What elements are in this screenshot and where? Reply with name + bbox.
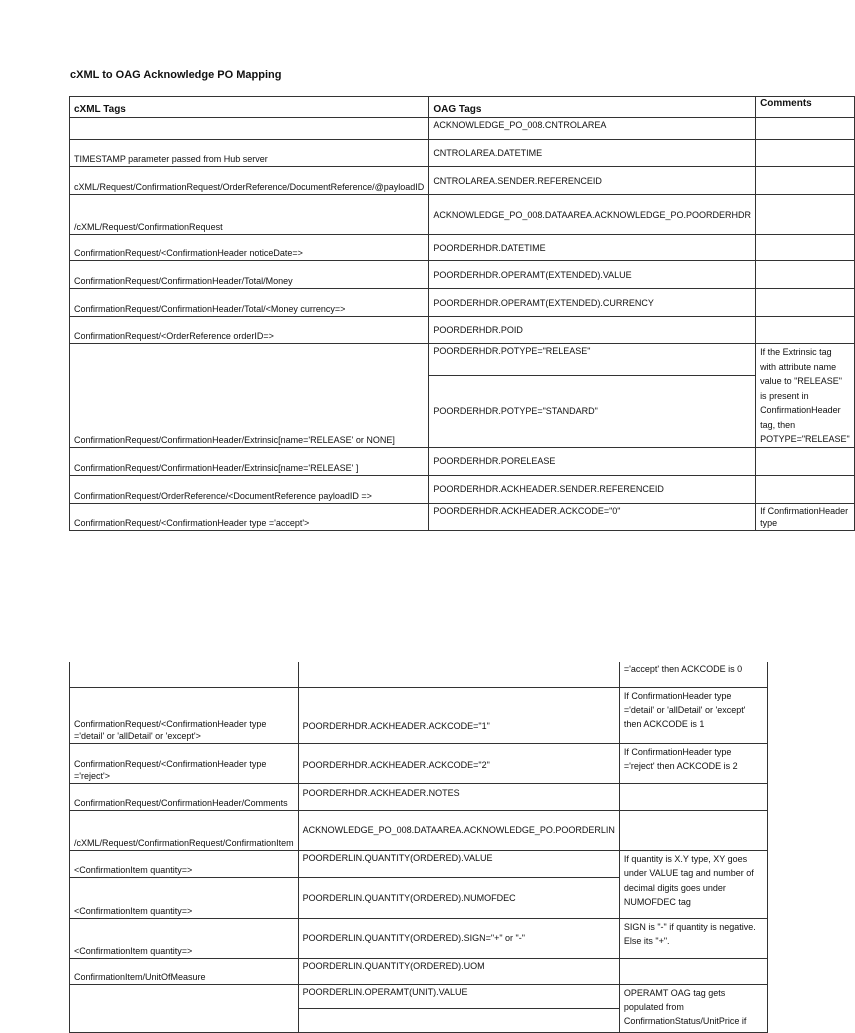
comment-cell: ='accept' then ACKCODE is 0 <box>619 662 767 687</box>
oag-cell: POORDERHDR.ACKHEADER.NOTES <box>298 783 619 810</box>
cxml-cell: cXML/Request/ConfirmationRequest/OrderReference/DocumentReference/@payloadID <box>70 167 429 195</box>
oag-cell: POORDERHDR.POTYPE="RELEASE" <box>429 344 756 376</box>
table-row <box>70 918 768 958</box>
table-row <box>70 984 768 1008</box>
cxml-cell: TIMESTAMP parameter passed from Hub server <box>70 140 429 167</box>
table-row <box>70 344 855 376</box>
mapping-table-continued <box>69 662 768 1033</box>
comment-cell <box>756 447 855 475</box>
cxml-cell: ConfirmationRequest/<ConfirmationHeader noticeDate=> <box>70 235 429 261</box>
cxml-cell: ConfirmationRequest/ConfirmationHeader/Comments <box>70 783 299 810</box>
oag-cell <box>298 662 619 687</box>
header-comments: Comments <box>756 97 855 118</box>
oag-cell: CNTROLAREA.SENDER.REFERENCEID <box>429 167 756 195</box>
cxml-cell <box>70 662 299 687</box>
cxml-cell <box>70 984 299 1032</box>
mapping-table <box>69 96 855 531</box>
table-row <box>70 195 855 235</box>
oag-cell: CNTROLAREA.DATETIME <box>429 140 756 167</box>
comment-cell <box>619 783 767 810</box>
comment-cell <box>619 958 767 984</box>
table-row <box>70 662 768 687</box>
cxml-cell: <ConfirmationItem quantity=> <box>70 918 299 958</box>
comment-cell: If the Extrinsic tag with attribute name value to "RELEASE" is present in ConfirmationHeader tag, then POTYPE="RELEASE" <box>756 344 855 448</box>
cxml-cell: ConfirmationItem/UnitOfMeasure <box>70 958 299 984</box>
cxml-cell <box>70 118 429 140</box>
oag-cell: POORDERLIN.QUANTITY(ORDERED).SIGN="+" or "-" <box>298 918 619 958</box>
comment-cell: OPERAMT OAG tag gets populated from ConfirmationStatus/UnitPrice if <box>619 984 767 1032</box>
cxml-cell: ConfirmationRequest/<ConfirmationHeader type ='detail' or 'allDetail' or 'except'> <box>70 687 299 743</box>
oag-cell: POORDERHDR.ACKHEADER.ACKCODE="1" <box>298 687 619 743</box>
page-title: cXML to OAG Acknowledge PO Mapping <box>70 69 282 81</box>
oag-cell: POORDERLIN.OPERAMT(UNIT).VALUE <box>298 984 619 1008</box>
comment-cell: SIGN is "-" if quantity is negative. Else its "+". <box>619 918 767 958</box>
cxml-cell: ConfirmationRequest/<OrderReference orderID=> <box>70 317 429 344</box>
oag-cell: ACKNOWLEDGE_PO_008.DATAAREA.ACKNOWLEDGE_PO.POORDERLIN <box>298 810 619 850</box>
comment-cell: If quantity is X.Y type, XY goes under VALUE tag and number of decimal digits goes under NUMOFDEC tag <box>619 850 767 918</box>
comment-cell <box>756 118 855 140</box>
oag-cell: POORDERHDR.ACKHEADER.ACKCODE="2" <box>298 743 619 783</box>
cxml-cell: ConfirmationRequest/OrderReference/<DocumentReference payloadID => <box>70 475 429 503</box>
oag-cell: POORDERLIN.QUANTITY(ORDERED).UOM <box>298 958 619 984</box>
cxml-cell: ConfirmationRequest/<ConfirmationHeader type ='reject'> <box>70 743 299 783</box>
comment-cell <box>756 289 855 317</box>
table-row <box>70 850 768 877</box>
table-row <box>70 167 855 195</box>
oag-cell: POORDERHDR.POTYPE="STANDARD" <box>429 376 756 447</box>
comment-cell <box>756 317 855 344</box>
comment-cell <box>619 810 767 850</box>
table-row <box>70 261 855 289</box>
cxml-cell: ConfirmationRequest/<ConfirmationHeader type ='accept'> <box>70 503 429 530</box>
cxml-cell: ConfirmationRequest/ConfirmationHeader/Total/<Money currency=> <box>70 289 429 317</box>
oag-cell: POORDERHDR.ACKHEADER.ACKCODE="0" <box>429 503 756 530</box>
table-header-row <box>70 97 855 118</box>
table-row <box>70 289 855 317</box>
table-row <box>70 783 768 810</box>
table-row <box>70 687 768 743</box>
table-row <box>70 317 855 344</box>
header-cxml-tags: cXML Tags <box>70 97 429 118</box>
table-row <box>70 118 855 140</box>
cxml-cell: /cXML/Request/ConfirmationRequest/ConfirmationItem <box>70 810 299 850</box>
oag-cell: POORDERHDR.DATETIME <box>429 235 756 261</box>
comment-cell: If ConfirmationHeader type ='detail' or 'allDetail' or 'except' then ACKCODE is 1 <box>619 687 767 743</box>
table-row <box>70 958 768 984</box>
table-row <box>70 810 768 850</box>
cxml-cell: ConfirmationRequest/ConfirmationHeader/Total/Money <box>70 261 429 289</box>
oag-cell: ACKNOWLEDGE_PO_008.DATAAREA.ACKNOWLEDGE_PO.POORDERHDR <box>429 195 756 235</box>
table-row <box>70 140 855 167</box>
header-oag-tags: OAG Tags <box>429 97 756 118</box>
cxml-cell: ConfirmationRequest/ConfirmationHeader/Extrinsic[name='RELEASE' or NONE] <box>70 344 429 448</box>
cxml-cell: /cXML/Request/ConfirmationRequest <box>70 195 429 235</box>
cxml-cell: <ConfirmationItem quantity=> <box>70 850 299 877</box>
oag-cell: POORDERHDR.OPERAMT(EXTENDED).CURRENCY <box>429 289 756 317</box>
cxml-cell: ConfirmationRequest/ConfirmationHeader/Extrinsic[name='RELEASE' ] <box>70 447 429 475</box>
table-row <box>70 475 855 503</box>
comment-cell: If ConfirmationHeader type <box>756 503 855 530</box>
comment-cell <box>756 235 855 261</box>
table-row <box>70 447 855 475</box>
table-row <box>70 235 855 261</box>
oag-cell: POORDERHDR.POID <box>429 317 756 344</box>
comment-cell <box>756 167 855 195</box>
comment-cell <box>756 475 855 503</box>
oag-cell: POORDERHDR.OPERAMT(EXTENDED).VALUE <box>429 261 756 289</box>
oag-cell: POORDERHDR.PORELEASE <box>429 447 756 475</box>
comment-cell <box>756 195 855 235</box>
oag-cell: ACKNOWLEDGE_PO_008.CNTROLAREA <box>429 118 756 140</box>
comment-cell <box>756 261 855 289</box>
table-row <box>70 743 768 783</box>
oag-cell: POORDERLIN.QUANTITY(ORDERED).VALUE <box>298 850 619 877</box>
table-row <box>70 503 855 530</box>
comment-cell <box>756 140 855 167</box>
oag-cell: POORDERHDR.ACKHEADER.SENDER.REFERENCEID <box>429 475 756 503</box>
oag-cell <box>298 1008 619 1032</box>
cxml-cell: <ConfirmationItem quantity=> <box>70 877 299 918</box>
comment-cell: If ConfirmationHeader type ='reject' then ACKCODE is 2 <box>619 743 767 783</box>
oag-cell: POORDERLIN.QUANTITY(ORDERED).NUMOFDEC <box>298 877 619 918</box>
